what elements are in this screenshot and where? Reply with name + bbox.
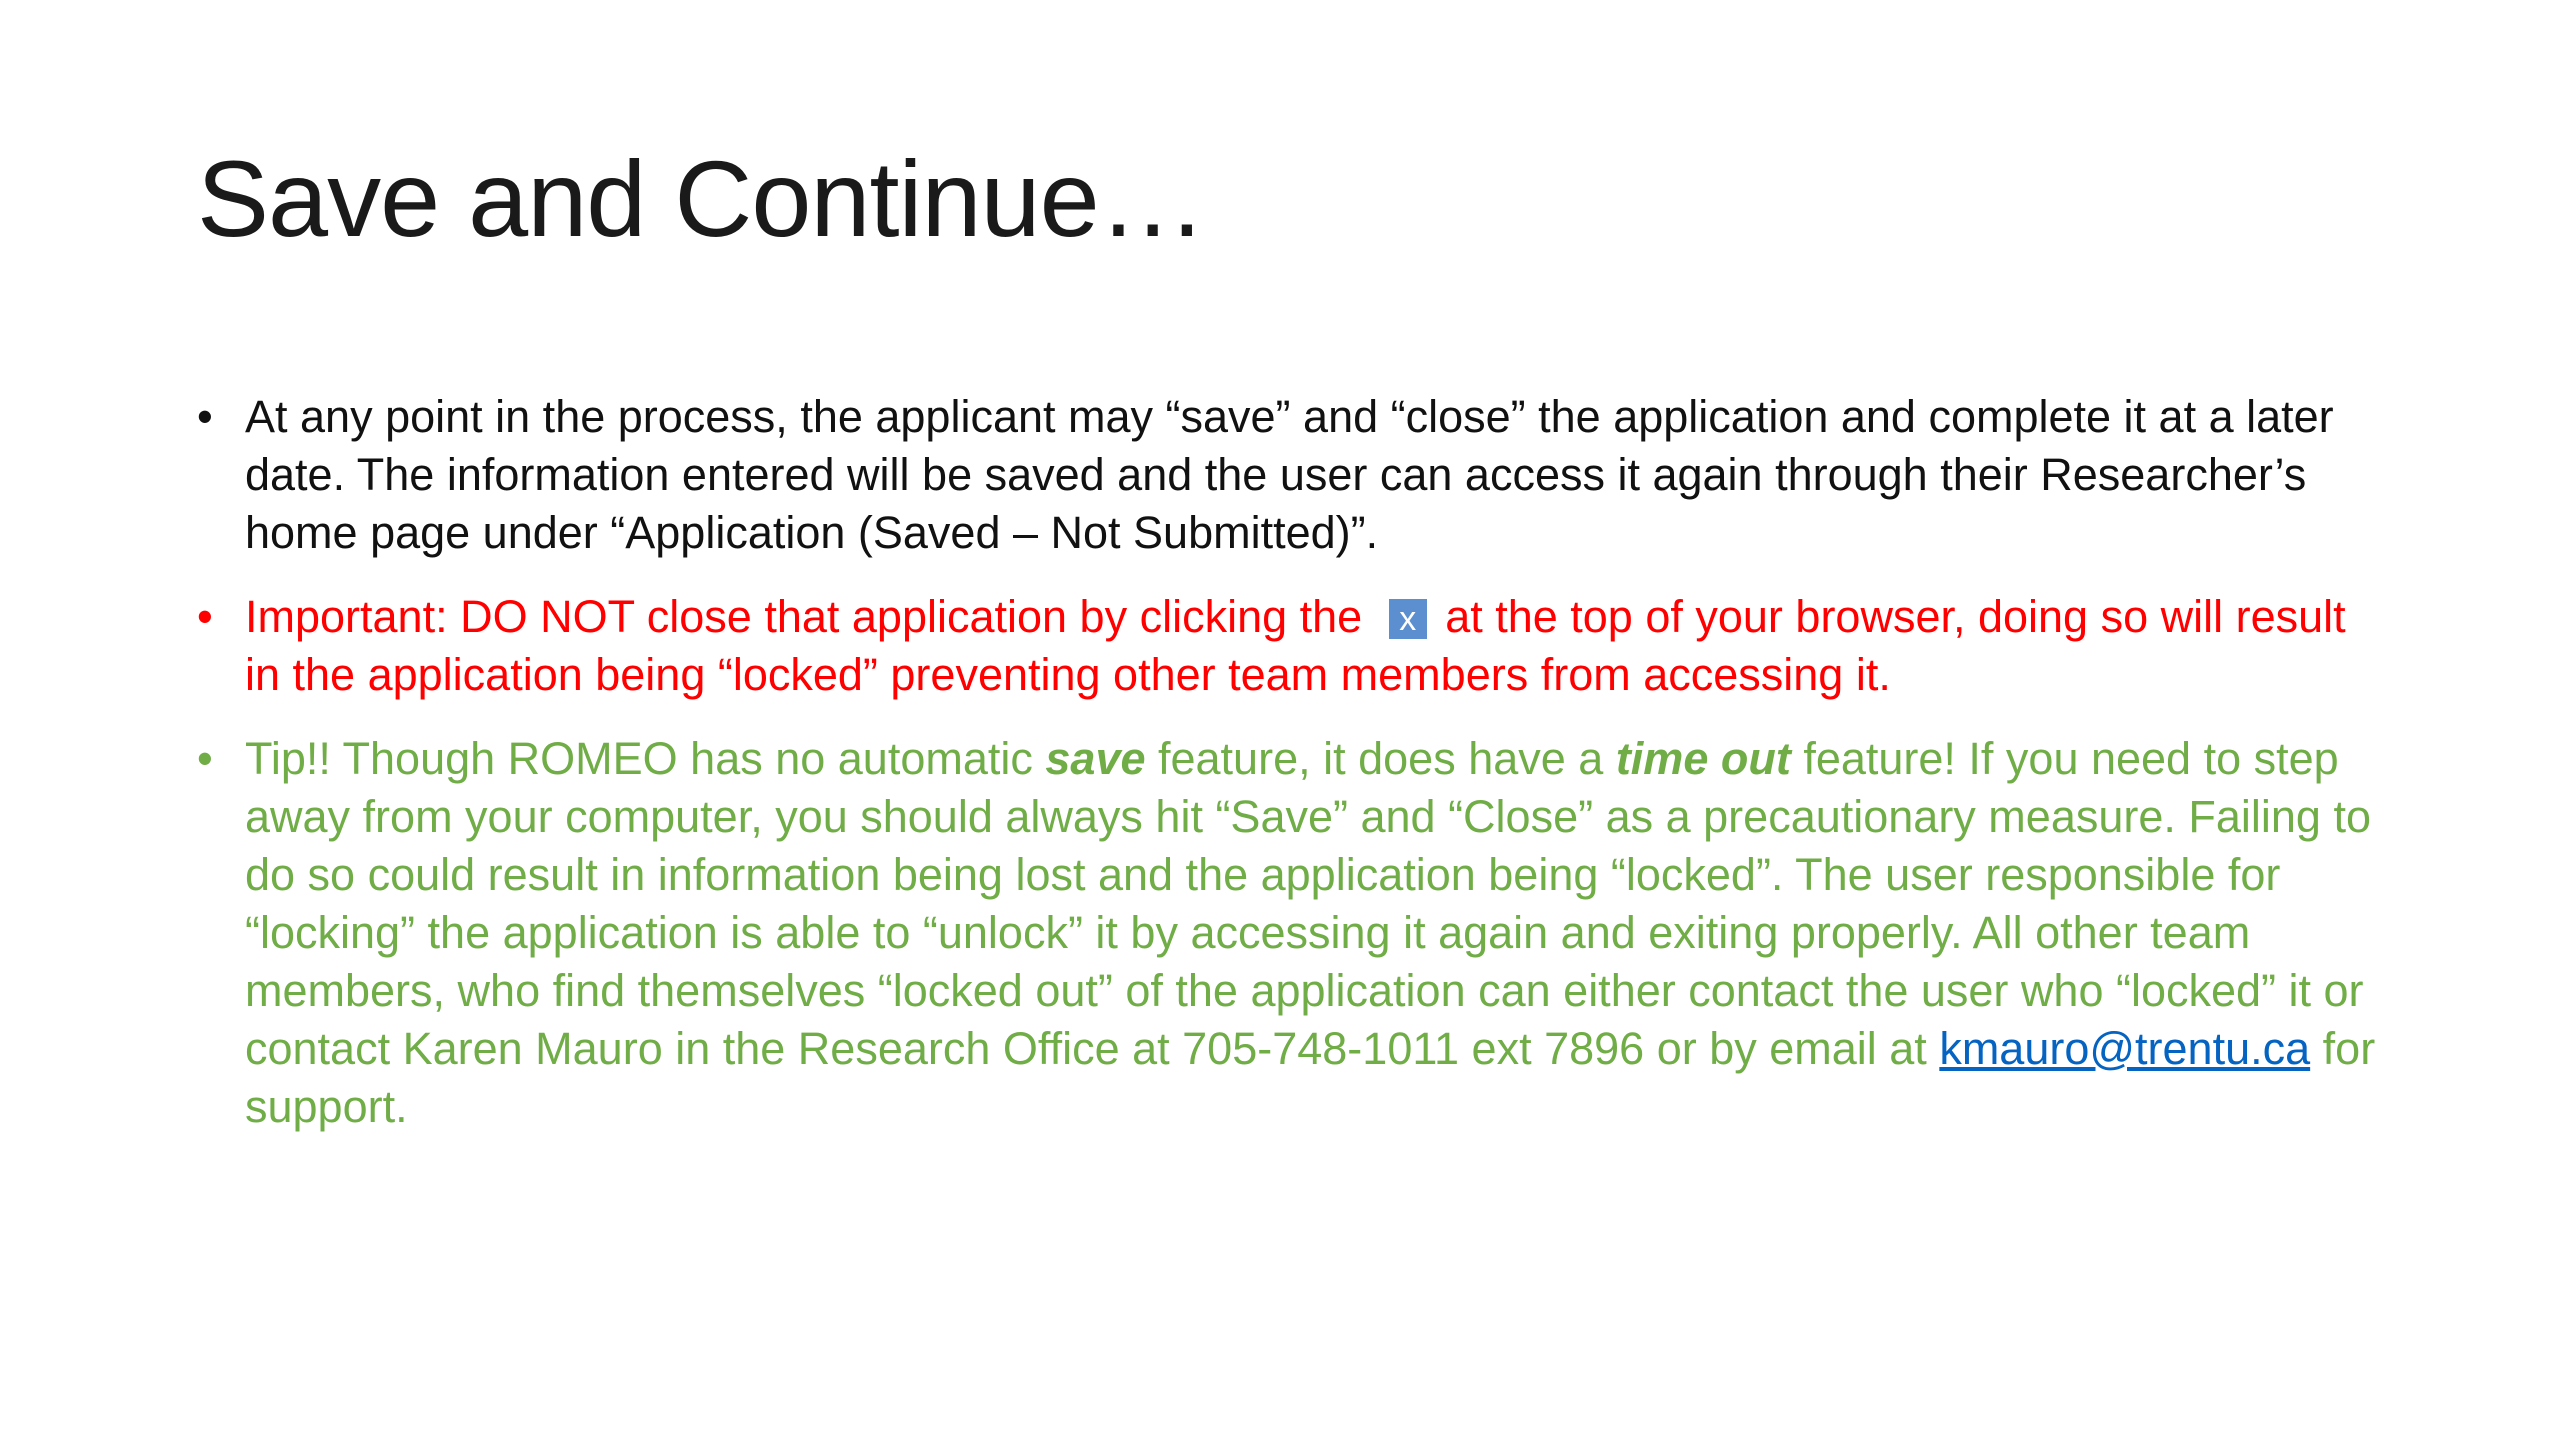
- bullet-text: At any point in the process, the applicant may “save” and “close” the application and complete it at a later date. The information entered will be saved and the user can access it again through their Researcher’s home page under “Application (Saved – Not Submitted)”.: [245, 391, 2334, 558]
- bullet-list: [197, 388, 2387, 1162]
- tip-emphasis-time-out: time out: [1615, 733, 1791, 784]
- tip-emphasis-save: save: [1045, 733, 1146, 784]
- bullet-marker: •: [197, 391, 213, 442]
- tip-text-4: for support.: [245, 1023, 2376, 1132]
- important-text-after: at the top of your browser, doing so will result in the application being “locked” preventing other team members from accessing it.: [245, 591, 2346, 700]
- important-text-before: Important: DO NOT close that application by clicking the: [245, 591, 1375, 642]
- tip-text-2: feature, it does have a: [1145, 733, 1616, 784]
- slide-title: Save and Continue…: [197, 138, 1206, 259]
- tip-text-1: Tip!! Though ROMEO has no automatic: [245, 733, 1046, 784]
- bullet-marker: •: [197, 591, 213, 642]
- bullet-save-close-info: [197, 388, 2387, 562]
- tip-text-3: feature! If you need to step away from your computer, you should always hit “Save” and “Close” as a precautionary measure. Failing to do so could result in information being lost and the application being “locked”. The user responsible for “locking” the application is able to “unlock” it by accessing it again and exiting properly. All other team members, who find themselves “locked out” of the application can either contact the user who “locked” it or contact Karen Mauro in the Research Office at 705-748-1011 ext 7896 or by email at: [245, 733, 2371, 1074]
- email-link[interactable]: kmauro@trentu.ca: [1939, 1023, 2311, 1074]
- bullet-marker: •: [197, 733, 213, 784]
- bullet-important-warning: [197, 588, 2387, 704]
- bullet-tip: [197, 730, 2387, 1136]
- browser-close-icon: x: [1389, 599, 1427, 639]
